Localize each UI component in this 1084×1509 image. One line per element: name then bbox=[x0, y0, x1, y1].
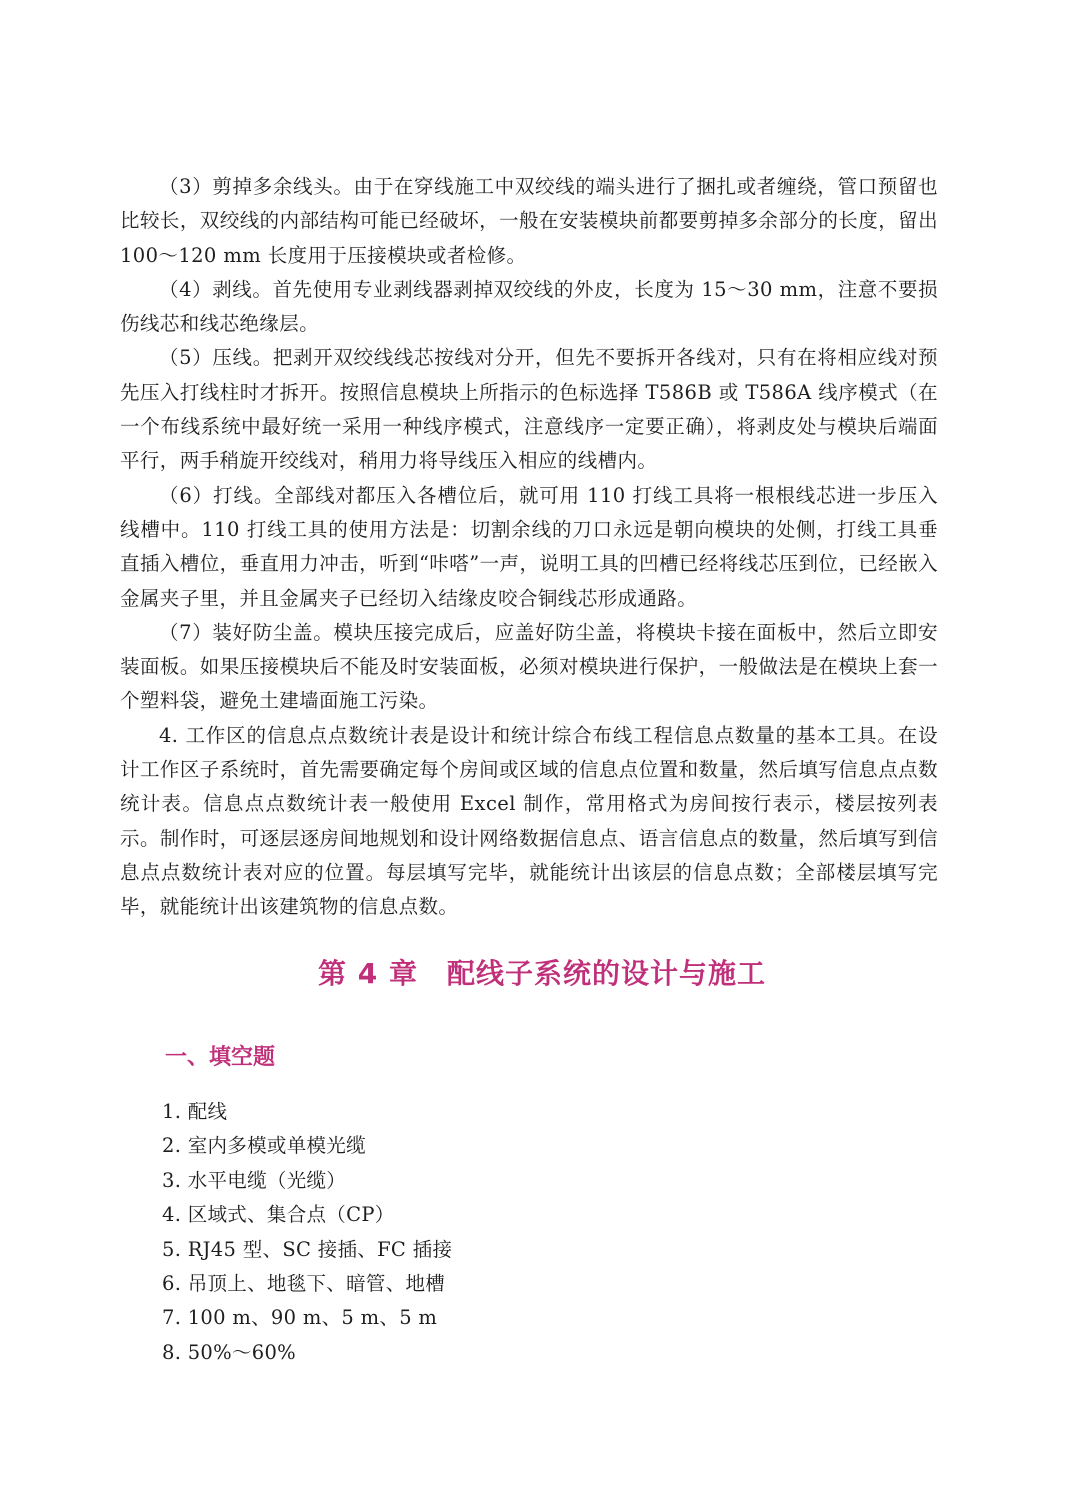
paragraph-answer-4: 4. 工作区的信息点点数统计表是设计和统计综合布线工程信息点数量的基本工具。在设计工作区子系统时，首先需要确定每个房间或区域的信息点位置和数量，然后填写信息点点数统计表。信息点点数统计表一般使用 Excel 制作，常用格式为房间按行表示，楼层按列表示。制作时，可逐层逐房间地规划和设计网络数据信息点、语言信息点的数量，然后填写到信息点点数统计表对应的位置。每层填写完毕，就能统计出该层的信息点数；全部楼层填写完毕，就能统计出该建筑物的信息点数。 bbox=[120, 723, 938, 919]
answer-list bbox=[162, 1095, 452, 1370]
paragraph-step-5: （5）压线。把剥开双绞线线芯按线对分开，但先不要拆开各线对，只有在将相应线对预先压入打线柱时才拆开。按照信息模块上所指示的色标选择 T586B 或 T586A 线序模式（在一个布线系统中最好统一采用一种线序模式，注意线序一定要正确），将剥皮处与模块后端面平行，两手稍旋开绞线对，稍用力将导线压入相应的线槽内。 bbox=[120, 346, 938, 473]
section-title: 一、填空题 bbox=[165, 1045, 276, 1070]
answer-item: 1. 配线 bbox=[162, 1100, 228, 1123]
answer-item: 5. RJ45 型、SC 接插、FC 插接 bbox=[162, 1237, 453, 1261]
answer-item: 8. 50%～60% bbox=[162, 1340, 296, 1364]
answer-item: 4. 区域式、集合点（CP） bbox=[162, 1203, 395, 1227]
body-text bbox=[120, 170, 938, 925]
answer-item: 6. 吊顶上、地毯下、暗管、地槽 bbox=[162, 1272, 446, 1296]
answer-item: 7. 100 m、90 m、5 m、5 m bbox=[162, 1306, 438, 1330]
paragraph-step-6: （6）打线。全部线对都压入各槽位后，就可用 110 打线工具将一根根线芯进一步压入线槽中。110 打线工具的使用方法是：切割余线的刀口永远是朝向模块的处侧，打线工具垂直插入槽位，垂直用力冲击，听到“咔嗒”一声，说明工具的凹槽已经将线芯压到位，已经嵌入金属夹子里，并且金属夹子已经切入结缘皮咬合铜线芯形成通路。 bbox=[120, 483, 938, 610]
paragraph-step-3: （3）剪掉多余线头。由于在穿线施工中双绞线的端头进行了捆扎或者缠绕，管口预留也比较长，双绞线的内部结构可能已经破坏，一般在安装模块前都要剪掉多余部分的长度，留出 100～120 mm 长度用于压接模块或者检修。 bbox=[120, 175, 938, 267]
answer-item: 2. 室内多模或单模光缆 bbox=[162, 1134, 366, 1158]
paragraph-step-4: （4）剥线。首先使用专业剥线器剥掉双绞线的外皮，长度为 15～30 mm，注意不要损伤线芯和线芯绝缘层。 bbox=[120, 277, 938, 336]
answer-item: 3. 水平电缆（光缆） bbox=[162, 1168, 347, 1192]
paragraph-step-7: （7）装好防尘盖。模块压接完成后，应盖好防尘盖，将模块卡接在面板中，然后立即安装面板。如果压接模块后不能及时安装面板，必须对模块进行保护，一般做法是在模块上套一个塑料袋，避免土建墙面施工污染。 bbox=[120, 620, 938, 713]
chapter-title: 第 4 章 配线子系统的设计与施工 bbox=[318, 957, 766, 990]
